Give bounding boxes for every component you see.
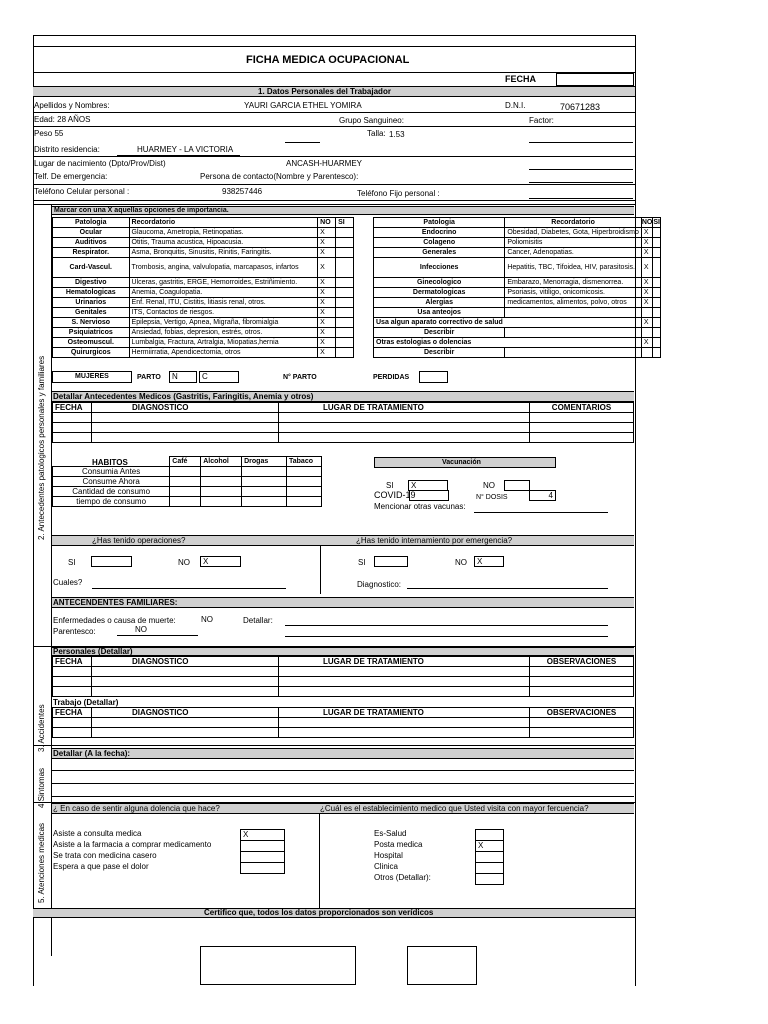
firma-box[interactable] — [200, 946, 356, 985]
trabajo-table — [52, 707, 634, 738]
option-checkbox[interactable]: X — [240, 829, 285, 841]
underline — [117, 635, 198, 636]
hab-cell[interactable] — [242, 497, 287, 507]
th-observaciones: OBSERVACIONES — [530, 708, 634, 718]
option-label: Se trata con medicina casero — [53, 851, 157, 860]
personales-bar — [52, 647, 634, 656]
no-checkbox[interactable] — [641, 328, 653, 338]
underline — [407, 588, 608, 589]
si-checkbox[interactable] — [336, 228, 354, 238]
vacunacion-title: Vacunación — [442, 459, 481, 466]
recordatorio-cell: Enf. Renal, ITU, Cistitis, litiasis renal, otros. — [129, 298, 318, 308]
no-checkbox[interactable]: X — [641, 298, 653, 308]
hab-cell[interactable] — [170, 467, 201, 477]
fecha-label: FECHA — [505, 74, 536, 84]
table-row — [53, 328, 354, 338]
recordatorio-cell — [505, 328, 642, 338]
option-label: Posta medica — [374, 840, 423, 849]
col-recordatorio: Recordatorio — [129, 218, 318, 228]
divider — [33, 204, 635, 205]
detallar-antecedentes-bar — [52, 391, 634, 402]
si-checkbox[interactable] — [653, 328, 661, 338]
no-checkbox[interactable]: X — [318, 298, 336, 308]
underline — [529, 198, 633, 199]
no-checkbox[interactable]: X — [641, 228, 653, 238]
table-row — [374, 338, 661, 348]
recordatorio-cell — [505, 318, 642, 328]
operaciones-bar — [52, 535, 634, 546]
section-4-side-label: 4.Sintomas — [37, 767, 46, 808]
table-row — [374, 228, 661, 238]
table-row[interactable] — [53, 687, 634, 697]
table-row — [53, 248, 354, 258]
hab-cell[interactable] — [242, 467, 287, 477]
op-si-label: SI — [68, 558, 76, 567]
col-recordatorio: Recordatorio — [505, 218, 642, 228]
recordatorio-cell: Trombosis, angina, valvulopatia, marcapasos, infartos — [129, 258, 318, 278]
section-1-title: 1. Datos Personales del Trabajador — [258, 87, 391, 96]
section-3-side-label: 3. Accidentes — [37, 704, 46, 752]
si-checkbox[interactable] — [653, 338, 661, 348]
hab-cell[interactable] — [201, 477, 242, 487]
table-row[interactable] — [53, 433, 634, 443]
parentesco-label: Parentesco: — [53, 627, 96, 636]
si-checkbox[interactable] — [653, 288, 661, 298]
patologia-cell: Quirurgicos — [53, 348, 130, 358]
table-row — [53, 318, 354, 328]
hab-col-cafe: Café — [170, 457, 201, 467]
divider — [33, 72, 635, 73]
cuales-label: Cuales? — [53, 578, 83, 587]
hab-cell[interactable] — [242, 477, 287, 487]
option-label: Clinica — [374, 862, 399, 871]
patologia-cell: Respirator. — [53, 248, 130, 258]
table-row — [374, 308, 661, 318]
pathology-table-left — [52, 217, 354, 358]
divider — [33, 184, 635, 185]
si-checkbox[interactable] — [336, 248, 354, 258]
table-row[interactable] — [53, 718, 634, 728]
table-row — [374, 298, 661, 308]
divider — [33, 112, 635, 113]
recordatorio-cell: Hepatitis, TBC, Tifoidea, HIV, parasitosis. — [505, 258, 642, 278]
hab-row-label: Consumia Antes — [53, 467, 170, 477]
option-checkbox[interactable] — [475, 873, 504, 885]
patologia-cell: S. Nervioso — [53, 318, 130, 328]
table-row — [53, 238, 354, 248]
si-checkbox[interactable] — [653, 238, 661, 248]
no-checkbox[interactable]: X — [318, 258, 336, 278]
table-row — [53, 338, 354, 348]
fijo-label: Teléfono Fijo personal : — [357, 189, 440, 198]
si-checkbox[interactable] — [653, 278, 661, 288]
no-checkbox[interactable]: X — [318, 238, 336, 248]
no-checkbox[interactable]: X — [318, 278, 336, 288]
si-checkbox[interactable] — [653, 318, 661, 328]
vac-si-field[interactable]: X — [408, 480, 448, 491]
recordatorio-cell: Asma, Bronquitis, Sinusitis, Rinitis, Faringitis. — [129, 248, 318, 258]
divider — [52, 796, 634, 797]
th-lugar: LUGAR DE TRATAMIENTO — [279, 657, 530, 667]
dosis-label: N° DOSIS — [476, 494, 508, 501]
patologia-cell: Usa anteojos — [374, 308, 505, 318]
th-diagnostico: DIAGNOSTICO — [92, 657, 279, 667]
col-no: NO — [641, 219, 653, 226]
hab-cell[interactable] — [170, 487, 201, 497]
option-label: Asiste a la farmacia a comprar medicamento — [53, 840, 212, 849]
underline — [285, 142, 320, 143]
col-no: NO — [318, 218, 336, 228]
recordatorio-cell — [505, 338, 642, 348]
personales-title: Personales (Detallar) — [53, 647, 133, 656]
dosis-field[interactable]: 4 — [529, 490, 556, 501]
hab-col-drogas: Drogas — [242, 457, 287, 467]
recordatorio-cell: Lumbalgia, Fractura, Artralgia, Miopatias,hernia — [129, 338, 318, 348]
si-checkbox[interactable] — [653, 228, 661, 238]
no-checkbox[interactable]: X — [641, 338, 653, 348]
option-label: Es-Salud — [374, 829, 407, 838]
table-row[interactable] — [53, 728, 634, 738]
table-row — [53, 278, 354, 288]
celular-value[interactable]: 938257446 — [222, 187, 263, 196]
si-checkbox[interactable] — [336, 338, 354, 348]
no-checkbox[interactable]: X — [318, 288, 336, 298]
patologia-cell: Otras estologias o dolencias — [374, 338, 505, 348]
no-checkbox[interactable] — [641, 308, 653, 318]
table-row — [374, 248, 661, 258]
underline — [529, 169, 633, 170]
int-no-label: NO — [455, 558, 467, 567]
table-row — [374, 348, 661, 358]
hab-col-alcohol: Alcohol — [201, 457, 242, 467]
detallar-label: Detallar: — [243, 616, 273, 625]
table-row — [374, 238, 661, 248]
enfermedades-label: Enfermedades o causa de muerte: — [53, 616, 176, 625]
si-checkbox[interactable] — [336, 318, 354, 328]
option-label: Hospital — [374, 851, 403, 860]
si-checkbox[interactable] — [653, 248, 661, 258]
underline — [92, 588, 286, 589]
atenciones-bar — [52, 803, 634, 814]
th-lugar: LUGAR DE TRATAMIENTO — [279, 403, 530, 413]
familiares-bar — [52, 597, 634, 608]
si-checkbox[interactable] — [336, 278, 354, 288]
otras-vacunas-label: Mencionar otras vacunas: — [374, 502, 466, 511]
table-row — [53, 298, 354, 308]
no-checkbox[interactable]: X — [641, 288, 653, 298]
detallar-antecedentes-title: Detallar Antecedentes Medicos (Gastritis, Faringitis, Anemia y otros) — [53, 392, 314, 401]
table-row[interactable] — [53, 667, 634, 677]
table-row — [53, 308, 354, 318]
th-observaciones: OBSERVACIONES — [530, 657, 634, 667]
table-row — [53, 258, 354, 278]
diagnostico-label: Diagnostico: — [357, 580, 402, 589]
no-checkbox[interactable]: X — [641, 278, 653, 288]
divider — [52, 783, 634, 784]
th-lugar: LUGAR DE TRATAMIENTO — [279, 708, 530, 718]
table-row[interactable] — [53, 413, 634, 423]
th-diagnostico: DIAGNOSTICO — [92, 708, 279, 718]
dni-value[interactable]: 70671283 — [560, 102, 601, 112]
recordatorio-cell: Poliomisitis — [505, 238, 642, 248]
contacto-label: Persona de contacto(Nombre y Parentesco): — [200, 172, 359, 181]
no-checkbox[interactable]: X — [318, 248, 336, 258]
recordatorio-cell — [505, 308, 642, 318]
vac-no-field[interactable] — [504, 480, 530, 491]
distrito-label: Distrito residencia: — [34, 145, 100, 154]
int-si-field[interactable] — [374, 556, 408, 567]
divider — [320, 546, 321, 594]
edad-text[interactable]: Edad: 28 AÑOS — [34, 115, 91, 124]
op-no-field[interactable]: X — [200, 556, 241, 567]
no-checkbox[interactable]: X — [641, 318, 653, 328]
patologia-cell: Alergias — [374, 298, 505, 308]
talla-value[interactable]: 1.53 — [389, 130, 405, 139]
op-no-label: NO — [178, 558, 190, 567]
no-checkbox[interactable]: X — [318, 338, 336, 348]
recordatorio-cell: Cancer, Adenopatias. — [505, 248, 642, 258]
table-row — [374, 258, 661, 278]
col-si: SI — [653, 219, 660, 226]
familiares-title: ANTECENDENTES FAMILIARES: — [53, 598, 178, 607]
divider — [33, 46, 635, 47]
patologia-cell: Ocular — [53, 228, 130, 238]
habitos-title: HABITOS — [92, 458, 128, 467]
recordatorio-cell: ITS, Contactos de riesgos. — [129, 308, 318, 318]
lugar-label: Lugar de nacimiento (Dpto/Prov/Dist) — [34, 159, 166, 168]
antecedentes-table — [52, 402, 634, 443]
si-checkbox[interactable] — [653, 348, 661, 358]
peso-text[interactable]: Peso 55 — [34, 129, 64, 138]
factor-label: Factor: — [529, 116, 554, 125]
recordatorio-cell: medicamentos, alimentos, polvo, otros — [505, 298, 642, 308]
underline — [529, 142, 633, 143]
si-checkbox[interactable] — [336, 348, 354, 358]
no-checkbox[interactable]: X — [641, 248, 653, 258]
patologia-cell: Describir — [374, 348, 505, 358]
int-no-field[interactable]: X — [474, 556, 504, 567]
celular-label: Teléfono Celular personal : — [34, 187, 130, 196]
table-row[interactable] — [53, 677, 634, 687]
recordatorio-cell: Anemia, Coagulopatia. — [129, 288, 318, 298]
atenciones-q2: ¿Cuál es el establecimiento medico que Usted visita con mayor fercuencia? — [320, 804, 589, 813]
table-row — [53, 288, 354, 298]
covid-label: COVID-19 — [374, 490, 416, 500]
lugar-value[interactable]: ANCASH-HUARMEY — [286, 159, 363, 168]
marcar-bar — [52, 206, 634, 215]
parto-c-field[interactable]: C — [199, 371, 239, 383]
divider — [33, 200, 635, 201]
patologia-cell: Auditivos — [53, 238, 130, 248]
section-1-header — [33, 86, 635, 97]
recordatorio-cell: Psoriasis, vitiligo, onicomicosis. — [505, 288, 642, 298]
hab-cell[interactable] — [287, 467, 322, 477]
hab-cell[interactable] — [242, 487, 287, 497]
col-patologia: Patologia — [374, 218, 505, 228]
patologia-cell: Usa algun aparato correctivo de salud — [374, 318, 505, 328]
si-checkbox[interactable] — [336, 288, 354, 298]
option-checkbox[interactable] — [240, 862, 285, 874]
th-comentarios: COMENTARIOS — [530, 403, 634, 413]
divider — [319, 814, 320, 908]
certifico-bar — [33, 908, 635, 918]
parto-n-field[interactable]: N — [169, 371, 197, 383]
hab-cell[interactable] — [201, 467, 242, 477]
table-row — [374, 278, 661, 288]
covid-field[interactable] — [409, 490, 449, 501]
marcar-instruction: Marcar con una X aquellas opciones de importancia. — [54, 207, 229, 214]
underline — [474, 512, 608, 513]
patologia-cell: Digestivo — [53, 278, 130, 288]
patologia-cell: Psiquiatricos — [53, 328, 130, 338]
table-row — [53, 348, 354, 358]
mujeres-label: MUJERES — [52, 371, 132, 383]
patologia-cell: Endocrino — [374, 228, 505, 238]
emergencia-label: Telf. De emergencia: — [34, 172, 108, 181]
parto-label: PARTO — [137, 374, 161, 381]
underline — [529, 182, 633, 183]
recordatorio-cell: Obesidad, Diabetes, Gota, Hiperbroidismo — [505, 228, 642, 238]
no-checkbox[interactable]: X — [641, 238, 653, 248]
patologia-cell: Hematologicas — [53, 288, 130, 298]
recordatorio-cell: Ansiedad, fobias, depresion, estrés, otros. — [129, 328, 318, 338]
no-checkbox[interactable]: X — [641, 258, 653, 278]
vac-si-label: SI — [386, 481, 394, 490]
table-row — [53, 228, 354, 238]
no-checkbox[interactable]: X — [318, 308, 336, 318]
table-row — [374, 288, 661, 298]
underline — [285, 625, 608, 626]
huella-box[interactable] — [407, 946, 477, 985]
perdidas-field[interactable] — [419, 371, 448, 383]
no-checkbox[interactable]: X — [318, 348, 336, 358]
pathology-table-right — [373, 217, 661, 358]
atenciones-q1: ¿ En caso de sentir alguna dolencia que hace? — [53, 804, 220, 813]
hab-cell[interactable] — [170, 477, 201, 487]
patologia-cell: Generales — [374, 248, 505, 258]
trabajo-title: Trabajo (Detallar) — [53, 698, 119, 707]
divider — [52, 770, 634, 771]
fecha-field[interactable] — [556, 73, 634, 86]
certifico-text: Certifico que, todos los datos proporcionados son verídicos — [204, 908, 434, 917]
recordatorio-cell: Otitis, Trauma acustica, Hipoacusia. — [129, 238, 318, 248]
option-label: Otros (Detallar): — [374, 873, 431, 882]
patologia-cell: Card-Vascul. — [53, 258, 130, 278]
si-checkbox[interactable] — [336, 298, 354, 308]
operaciones-question: ¿Has tenido operaciones? — [92, 536, 186, 545]
table-row — [374, 328, 661, 338]
patologia-cell: Genitales — [53, 308, 130, 318]
patologia-cell: Osteomuscul. — [53, 338, 130, 348]
si-checkbox[interactable] — [336, 308, 354, 318]
si-checkbox[interactable] — [336, 258, 354, 278]
th-diagnostico: DIAGNOSTICO — [92, 403, 279, 413]
recordatorio-cell: Hermiirratia, Apendicectomia, otros — [129, 348, 318, 358]
option-label: Asiste a consulta medica — [53, 829, 142, 838]
si-checkbox[interactable] — [653, 258, 661, 278]
divider — [33, 745, 635, 746]
parentesco-value[interactable]: NO — [135, 625, 147, 634]
patologia-cell: Ginecologico — [374, 278, 505, 288]
hab-cell[interactable] — [287, 497, 322, 507]
personales-table — [52, 656, 634, 697]
si-checkbox[interactable] — [653, 298, 661, 308]
no-checkbox[interactable] — [641, 348, 653, 358]
divider — [33, 126, 635, 127]
option-checkbox[interactable]: X — [475, 840, 504, 852]
table-row — [374, 318, 661, 328]
patologia-cell: Describir — [374, 328, 505, 338]
hab-col-tabaco: Tabaco — [287, 457, 322, 467]
option-label: Espera a que pase el dolor — [53, 862, 149, 871]
recordatorio-cell: Ulceras, gastritis, ERGE, Hemorroides, Estriñimiento. — [129, 278, 318, 288]
hab-cell[interactable] — [201, 497, 242, 507]
patologia-cell: Colageno — [374, 238, 505, 248]
hab-row-label: tiempo de consumo — [53, 497, 170, 507]
patologia-cell: Infecciones — [374, 258, 505, 278]
recordatorio-cell — [505, 348, 642, 358]
hab-cell[interactable] — [287, 487, 322, 497]
si-checkbox[interactable] — [336, 238, 354, 248]
habitos-table — [52, 456, 322, 507]
recordatorio-cell: Epilepsia, Vertigo, Apnea, Migraña, fibromialgia — [129, 318, 318, 328]
n-parto-label: N° PARTO — [283, 374, 317, 381]
hab-row-label: Cantidad de consumo — [53, 487, 170, 497]
th-fecha: FECHA — [53, 708, 92, 718]
recordatorio-cell: Glaucoma, Ametropia, Retinopatias. — [129, 228, 318, 238]
distrito-value[interactable]: HUARMEY - LA VICTORIA — [137, 145, 234, 154]
section-5-side-label: 5. Atenciones medicas — [37, 822, 46, 903]
grupo-label: Grupo Sanguineo: — [339, 116, 404, 125]
hab-cell[interactable] — [170, 497, 201, 507]
perdidas-label: PERDIDAS — [373, 374, 410, 381]
op-si-field[interactable] — [91, 556, 132, 567]
vacunacion-header — [374, 457, 556, 468]
hab-row-label: Consume Ahora — [53, 477, 170, 487]
hab-cell[interactable] — [201, 487, 242, 497]
sintomas-title: Detallar (A la fecha): — [53, 749, 131, 758]
nombres-label: Apellidos y Nombres: — [34, 101, 110, 110]
internamiento-question: ¿Has tenido internamiento por emergencia? — [356, 536, 513, 545]
sintomas-bar — [52, 748, 634, 759]
form-title: FICHA MEDICA OCUPACIONAL — [246, 54, 410, 66]
talla-label: Talla: — [367, 129, 386, 138]
recordatorio-cell: Embarazo, Menorragia, dismenorrea. — [505, 278, 642, 288]
underline — [285, 636, 608, 637]
patologia-cell: Dermatologicas — [374, 288, 505, 298]
si-checkbox[interactable] — [336, 328, 354, 338]
nombres-value[interactable]: YAURI GARCIA ETHEL YOMIRA — [244, 101, 362, 110]
no-checkbox[interactable]: X — [318, 318, 336, 328]
vac-no-label: NO — [483, 481, 495, 490]
col-patologia: Patologia — [53, 218, 130, 228]
th-fecha: FECHA — [53, 657, 92, 667]
enfermedades-value[interactable]: NO — [201, 615, 213, 624]
no-checkbox[interactable]: X — [318, 328, 336, 338]
th-fecha: FECHA — [53, 403, 92, 413]
dni-label: D.N.I. — [505, 101, 526, 110]
section-2-side-label: 2. Antecedentes patologicos personales y familiares — [37, 355, 46, 540]
hab-cell[interactable] — [287, 477, 322, 487]
int-si-label: SI — [358, 558, 366, 567]
table-row[interactable] — [53, 423, 634, 433]
col-si: SI — [336, 218, 354, 228]
patologia-cell: Urinarios — [53, 298, 130, 308]
si-checkbox[interactable] — [653, 308, 661, 318]
no-checkbox[interactable]: X — [318, 228, 336, 238]
divider — [33, 156, 635, 157]
